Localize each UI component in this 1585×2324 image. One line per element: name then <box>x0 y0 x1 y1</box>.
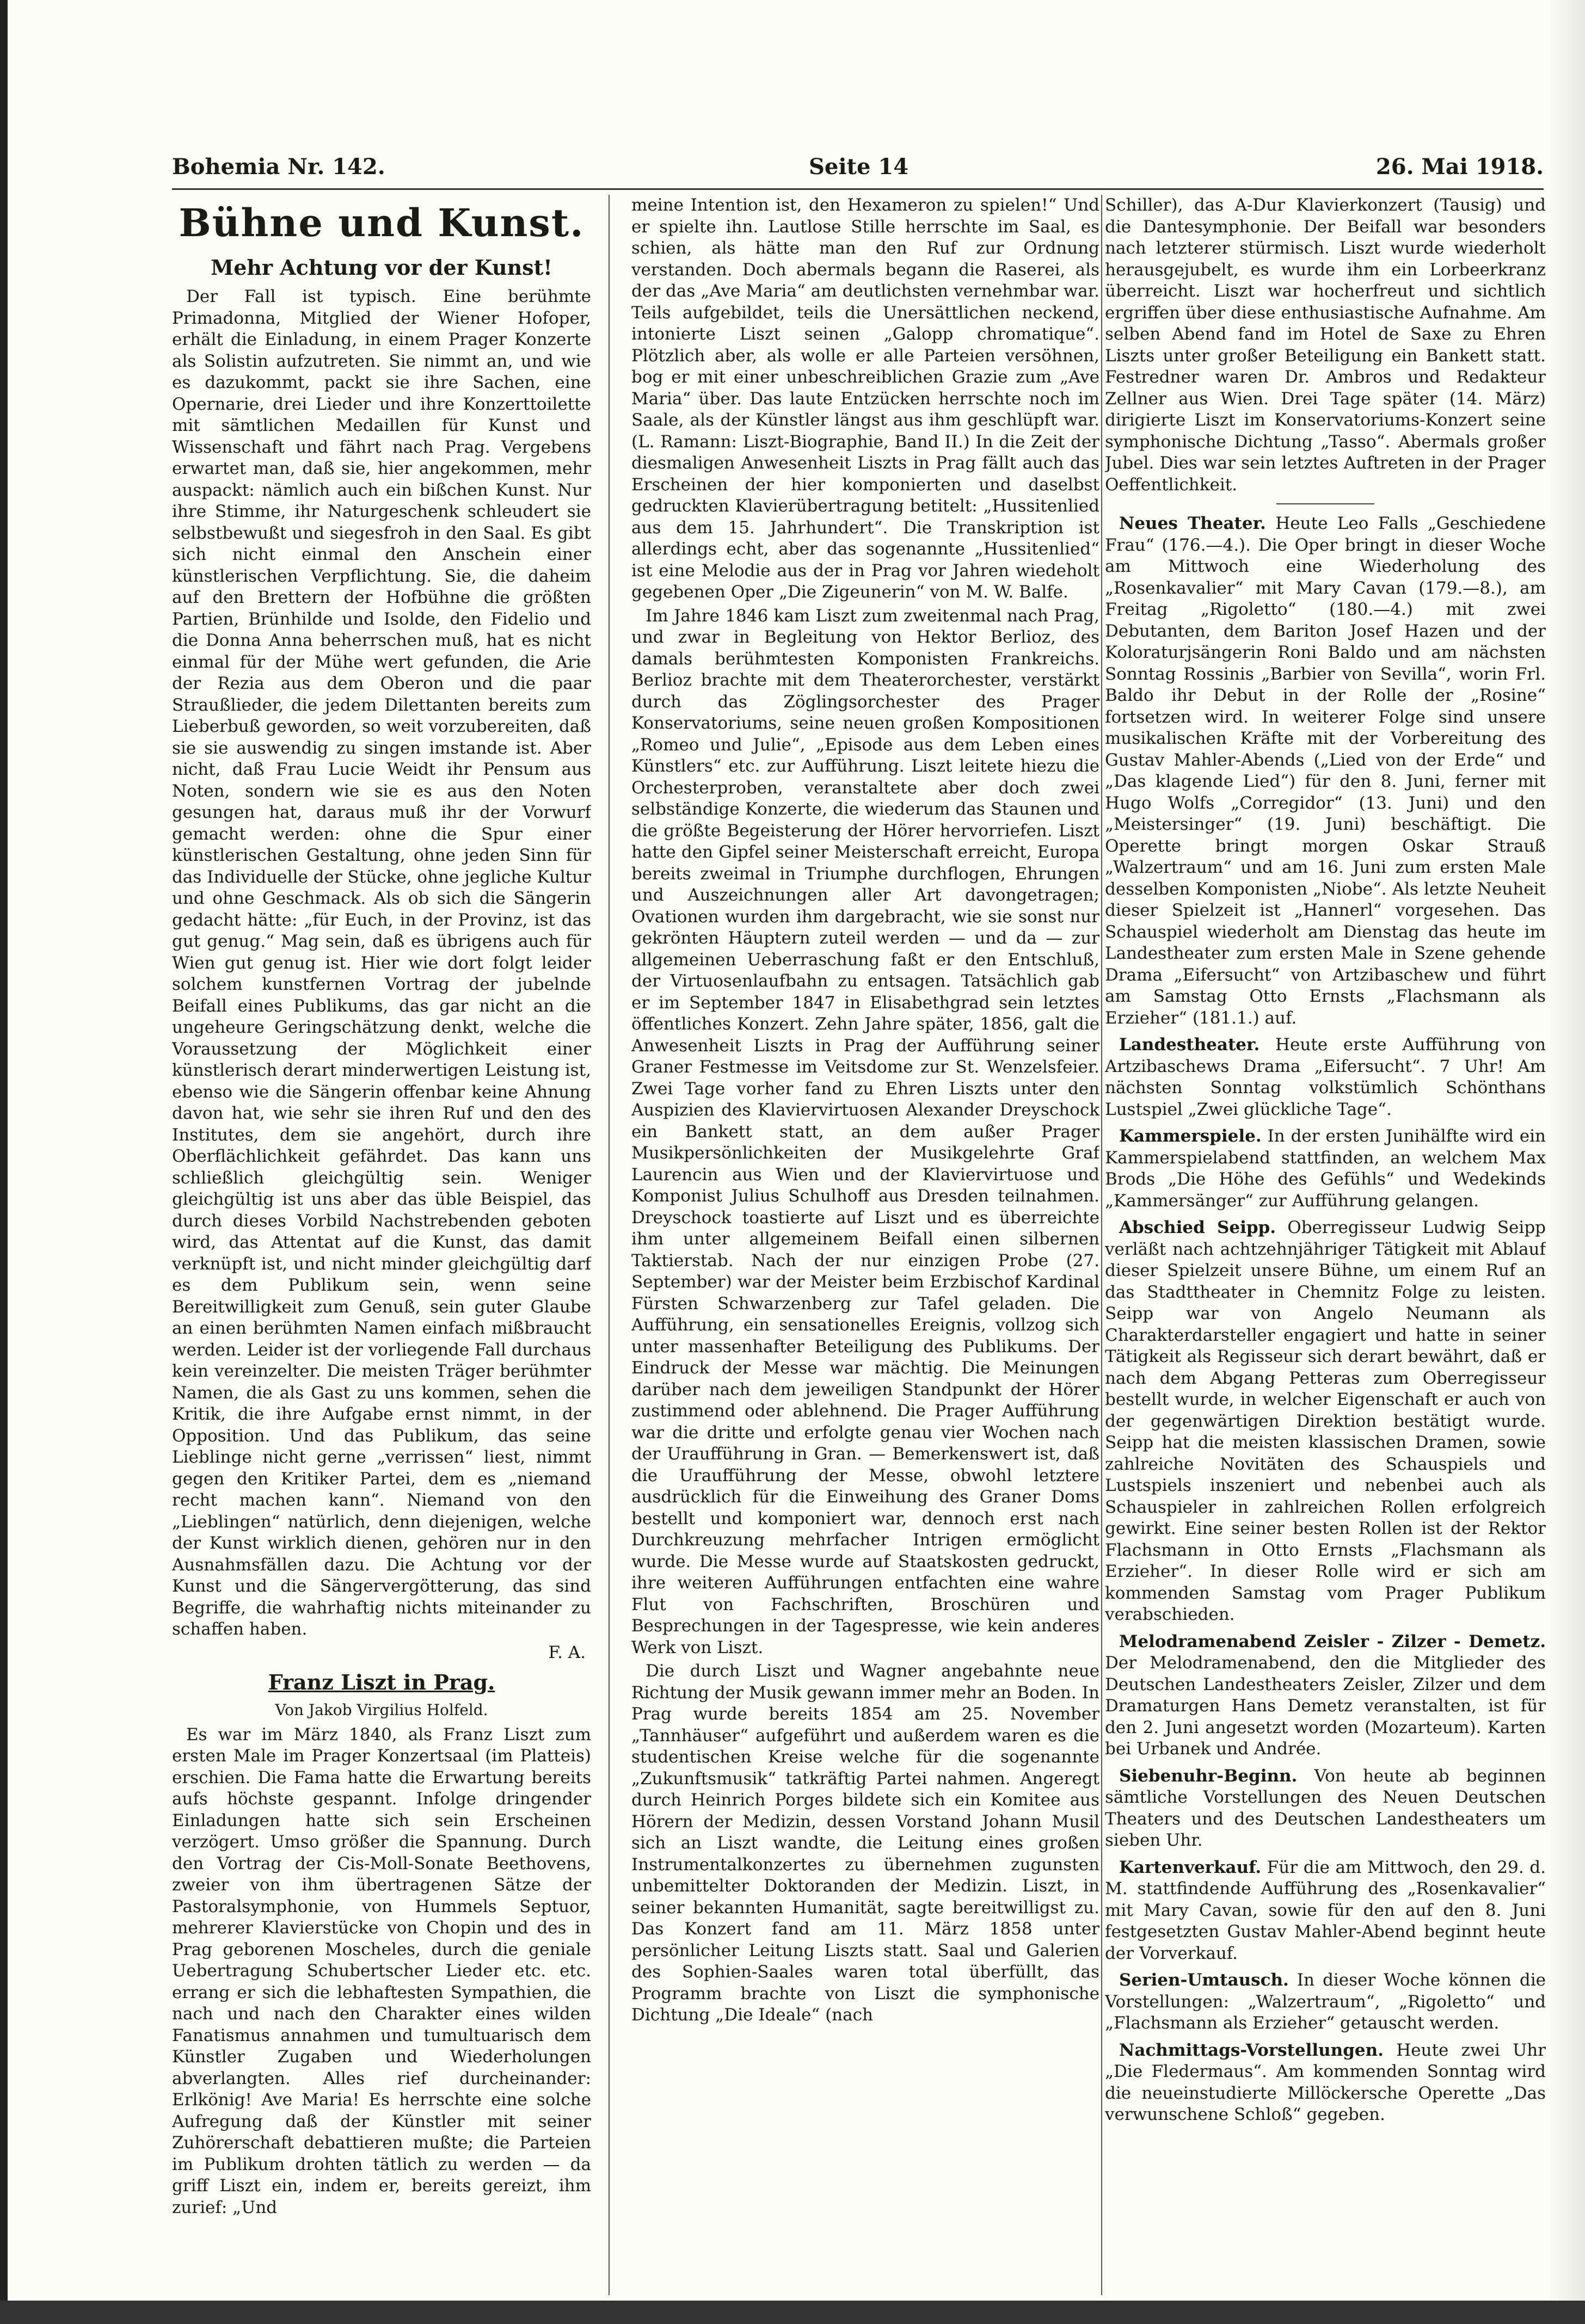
theater-notice <box>1105 1766 1546 1852</box>
notice-lead: Neues Theater. <box>1119 514 1266 533</box>
scan-edge <box>0 0 8 2324</box>
notice-text: Für die am Mittwoch, den 29. d. M. stattfindende Aufführung des „Rosenkavalier“ mit Mary Cavan, sowie für den auf den 8. Juni festgesetzten Gustav Mahler-Abend beginnt heute der Vorverkauf. <box>1105 1857 1546 1963</box>
article-paragraph: Es war im März 1840, als Franz Liszt zum ersten Male im Prager Konzertsaal (im Platteis) erschien. Die Fama hatte die Erwartung bereits aufs höchste gespannt. Infolge dringender Einladungen hatte sich sein Erscheinen verzögert. Umso größer die Spannung. Durch den Vortrag der Cis-Moll-Sonate Beethovens, zweier von ihm übertragenen Sätze der Pastoralsymphonie, von Hummels Septuor, mehrerer Klavierstücke von Chopin und des in Prag geborenen Moscheles, durch die geniale Uebertragung Schubertscher Lieder etc. etc. errang er sich die lebhaftesten Sympathien, die nach und nach den Charakter eines wilden Fanatismus annahmen und tumultuarisch dem Künstler Zugaben und Wiederholungen abverlangten. Alles rief durcheinander: Erlkönig! Ave Maria! Es herrschte eine solche Aufregung daß der Künstler mit seiner Zuhörerschaft debattieren mußte; die Parteien im Publikum drohten tätlich zu werden — da griff Liszt ein, indem er, bereits gereizt, ihm zurief: „Und <box>172 1724 591 2217</box>
notice-text: Heute erste Aufführung von Artzibaschews Drama „Eifersucht“. 7 Uhr! Am nächsten Sonntag volkstümlich Schönthans Lustspiel „Zwei glückliche Tage“. <box>1105 1035 1546 1119</box>
notice-text: Heute zwei Uhr „Die Fledermaus“. Am kommenden Sonntag wird die neueinstudierte Millöckersche Operette „Das verwunschene Schloß“ gegeben. <box>1105 2040 1546 2124</box>
theater-notice <box>1105 1857 1546 1965</box>
notice-lead: Siebenuhr-Beginn. <box>1119 1766 1298 1786</box>
scan-edge-bottom <box>0 2301 1585 2324</box>
notice-text: In dieser Woche können die Vorstellungen: „Walzertraum“, „Rigoletto“ und „Flachsmann als Erzieher“ getauscht werden. <box>1105 1970 1546 2033</box>
theater-notice <box>1105 1631 1546 1760</box>
column-2 <box>631 195 1099 2295</box>
theater-notice <box>1105 1970 1546 2035</box>
theater-notice <box>1105 1126 1546 1212</box>
article-paragraph: Schiller), das A-Dur Klavierkonzert (Tausig) und die Dantesymphonie. Der Beifall war besonders nach letzterer stürmisch. Liszt wurde wiederholt herausgejubelt, es wurde ihm ein Lorbeerkranz überreicht. Liszt war hocherfreut und sichtlich ergriffen über diese enthusiastische Aufnahme. Am selben Abend fand im Hotel de Saxe zu Ehren Liszts unter großer Beteiligung ein Bankett statt. Festredner waren Dr. Ambros und Redakteur Zellner aus Wien. Drei Tage später (14. März) dirigierte Liszt im Konservatoriums-Konzert seine symphonische Dichtung „Tasso“. Abermals großer Jubel. Dies war sein letztes Auftreten in der Prager Oeffentlichkeit. <box>1105 195 1546 495</box>
column-separator <box>1101 195 1102 2295</box>
issue-date: 26. Mai 1918. <box>1375 154 1544 180</box>
divider <box>1276 503 1374 504</box>
notice-lead: Melodramenabend Zeisler - Zilzer - Demetz. <box>1119 1631 1546 1651</box>
notice-lead: Serien-Umtausch. <box>1119 1970 1289 1990</box>
notice-lead: Nachmittags-Vorstellungen. <box>1119 2040 1384 2060</box>
theater-notice <box>1105 513 1546 1029</box>
page-header <box>172 154 1544 187</box>
notice-lead: Kammerspiele. <box>1119 1126 1262 1146</box>
article-paragraph: meine Intention ist, den Hexameron zu spielen!“ Und er spielte ihn. Lautlose Stille herrschte im Saal, es schien, als hätte man den Ruf zur Ordnung verstanden. Doch abermals begann die Raserei, als der das „Ave Maria“ am deutlichsten vernehmbar war. Teils aufgebildet, teils die Unersättlichen neckend, intonierte Liszt seinen „Galopp chromatique“. Plötzlich aber, als wolle er alle Parteien versöhnen, bog er mit einer unbeschreiblichen Grazie zum „Ave Maria“ über. Das laute Entzücken herrschte noch im Saale, als der Künstler längst aus ihm geschlüpft war. (L. Ramann: Liszt-Biographie, Band II.) In die Zeit der diesmaligen Anwesenheit Liszts in Prag fällt auch das Erscheinen der hier komponierten und daselbst gedruckten Klavierübertragung betitelt: „Hussitenlied aus dem 15. Jahrhundert“. Die Transkription ist allerdings echt, aber das sogenannte „Hussitenlied“ ist eine Melodie aus der in Prag vor Jahren wiedeholt gegebenen Oper „Die Zigeunerin“ von M. W. Balfe. <box>631 195 1099 602</box>
notice-text: Oberregisseur Ludwig Seipp verläßt nach achtzehnjähriger Tätigkeit mit Ablauf dieser Spielzeit unsere Bühne, um einem Ruf an das Stadttheater in Chemnitz Folge zu leisten. Seipp war von Angelo Neumann als Charakterdarsteller engagiert und hatte in seiner Tätigkeit als Regisseur sich derart bewährt, daß er nach dem Abgang Petteras zum Oberregisseur bestellt wurde, in welcher Eigenschaft er auch von der gegenwärtigen Direktion bestätigt wurde. Seipp hat die meisten klassischen Dramen, sowie zahlreiche Novitäten des Schauspiels und Lustspiels inszeniert und nebenbei auch als Schauspieler in zahlreichen Rollen erfolgreich gewirkt. Eine seiner besten Rollen ist der Rektor Flachsmann in Otto Ernsts „Flachsmann als Erzieher“. In dieser Rolle wird er sich am kommenden Samstag vom Prager Publikum verabschieden. <box>1105 1218 1546 1624</box>
notice-lead: Kartenverkauf. <box>1119 1857 1262 1877</box>
article-byline: Von Jakob Virgilius Holfeld. <box>275 1700 488 1719</box>
section-title: Bühne und Kunst. <box>179 200 585 245</box>
header-rule <box>172 188 1544 190</box>
article-paragraph: Der Fall ist typisch. Eine berühmte Primadonna, Mitglied der Wiener Hofoper, erhält die Einladung, in einem Prager Konzerte als Solistin aufzutreten. Sie nimmt an, und wie es dazukommt, packt sie ihre Sachen, eine Opernarie, drei Lieder und ihre Konzerttoilette mit sämtlichen Medaillen für Kunst und Wissenschaft und fährt nach Prag. Vergebens erwartet man, daß sie, hier angekommen, mehr auspackt: nämlich auch ein bißchen Kunst. Nur ihre Stimme, ihr Naturgeschenk schleudert sie selbstbewußt und siegesfroh in den Saal. Es gibt sich nicht einmal den Anschein einer künstlerischen Verpflichtung. Sie, die daheim auf den Brettern der Hofbühne die größten Partien, Brünhilde und Isolde, den Fidelio und die Donna Anna beherrschen muß, hat es nicht einmal für der Mühe wert gefunden, die Arie der Rezia aus dem Oberon und die paar Straußlieder, die jedem Dilettanten bereits zum Lieberbuß geworden, so weit vorzubereiten, daß sie sie auswendig zu singen imstande ist. Aber nicht, daß Frau Lucie Weidt ihr Pensum aus Noten, sondern wie sie es aus den Noten gesungen hat, daraus muß ihr der Vorwurf gemacht werden: ohne die Spur einer künstlerischen Gestaltung, ohne jeden Sinn für das Individuelle der Stücke, ohne jegliche Kultur und ohne Geschmack. Als ob sich die Sängerin gedacht hätte: „für Euch, in der Provinz, ist das gut genug.“ Mag sein, daß es übrigens auch für Wien gut genug ist. Hier wie dort folgt leider solchem kunstfernen Vortrag der jubelnde Beifall eines Publikums, das gar nicht an die ungeheure Geringschätzung denkt, welche die Voraussetzung der Möglichkeit einer künstlerisch derart minderwertigen Leistung ist, ebenso wie die Sängerin offenbar keine Ahnung davon hat, wie sehr sie ihren Ruf und den des Institutes, dem sie angehört, durch ihre Oberflächlichkeit gefährdet. Das kann uns schließlich gleichgültig sein. Weniger gleichgültig ist uns aber das üble Beispiel, das durch dieses Vorbild Nachstrebenden geboten wird, das Attentat auf die Kunst, das damit verknüpft ist, und nicht minder gleichgültig darf es dem Publikum sein, wenn seine Bereitwilligkeit zum Genuß, sein guter Glaube an einen berühmten Namen einfach mißbraucht werden. Leider ist der vorliegende Fall durchaus kein vereinzelter. Die meisten Träger berühmter Namen, die als Gast zu uns kommen, sehen die Kritik, die ihre Aufgabe ernst nimmt, in der Opposition. Und das Publikum, das seine Lieblinge nicht gerne „verrissen“ liest, nimmt gegen den Kritiker Partei, dem es „niemand recht machen kann“. Niemand von den „Lieblingen“ natürlich, denn diejenigen, welche der Kunst wirklich dienen, gehören nur in den Ausnahmsfällen dazu. Die Achtung vor der Kunst und die Sängervergötterung, das sind Begriffe, die wahrhaftig nichts miteinander zu schaffen haben. <box>172 287 591 1639</box>
notice-text: Der Melodramenabend, den die Mitglieder des Deutschen Landestheaters Zeisler, Zilzer und dem Dramaturgen Hans Demetz veranstalten, ist für den 2. Juni angesetzt worden (Mozarteum). Karten bei Urbanek und Andrée. <box>1105 1653 1546 1759</box>
article-signature: F. A. <box>548 1642 586 1662</box>
notice-lead: Abschied Seipp. <box>1119 1218 1276 1237</box>
masthead-issue: Bohemia Nr. 142. <box>172 154 385 180</box>
article-title: Franz Liszt in Prag. <box>268 1669 495 1694</box>
notice-text: In der ersten Junihälfte wird ein Kammerspielabend stattfinden, an welchem Max Brods „Die Höhe des Gefühls“ und Wedekinds „Kammersänger“ zur Aufführung gelangen. <box>1105 1126 1546 1211</box>
column-3 <box>1105 195 1546 2295</box>
article-title: Mehr Achtung vor der Kunst! <box>211 255 552 280</box>
article-paragraph: Die durch Liszt und Wagner angebahnte neue Richtung der Musik gewann immer mehr an Boden. In Prag wurde bereits 1854 am 25. November „Tannhäuser“ aufgeführt und außerdem waren es die studentischen Kreise welche für die sogenannte „Zukunftsmusik“ tatkräftig Partei nahmen. Angeregt durch Heinrich Porges bildete sich ein Komitee aus Hörern der Medizin, dessen Vorstand Johann Musil sich an Liszt wandte, die Leitung eines großen Instrumentalkonzertes zu übernehmen zugunsten unbemittelter Doktoranden der Medizin. Liszt, in seiner bekannten Humanität, sagte bereitwilligst zu. Das Konzert fand am 11. März 1858 unter persönlicher Leitung Liszts statt. Saal und Galerien des Sophien-Saales waren total überfüllt, das Programm brachte von Liszt die symphonische Dichtung „Die Ideale“ (nach <box>631 1661 1099 2025</box>
column-separator <box>609 195 610 2295</box>
column-1 <box>172 195 591 2295</box>
theater-notice <box>1105 2040 1546 2126</box>
notice-lead: Landestheater. <box>1119 1035 1260 1055</box>
theater-notice <box>1105 1034 1546 1120</box>
notice-text: Von heute ab beginnen sämtliche Vorstellungen des Neuen Deutschen Theaters und des Deutschen Landestheaters um sieben Uhr. <box>1105 1766 1546 1850</box>
notice-text: Heute Leo Falls „Geschiedene Frau“ (176.—4.). Die Oper bringt in dieser Woche am Mittwoch eine Wiederholung des „Rosenkavalier“ mit Mary Cavan (179.—8.), am Freitag „Rigoletto“ (180.—4.) mit zwei Debutanten, dem Bariton Josef Hazen und der Koloraturjsängerin Roni Baldo und am nächsten Sonntag Rossinis „Barbier von Sevilla“, worin Frl. Baldo ihr Debut in der Rolle der „Rosine“ fortsetzen wird. In weiterer Folge sind unsere musikalischen Kräfte mit der Vorbereitung des Gustav Mahler-Abends („Lied von der Erde“ und „Das klagende Lied“) für den 8. Juni, ferner mit Hugo Wolfs „Corregidor“ (13. Juni) und den „Meistersinger“ (19. Juni) beschäftigt. Die Operette bringt morgen Oskar Strauß „Walzertraum“ und am 16. Juni zum ersten Male desselben Komponisten „Niobe“. Als letzte Neuheit dieser Spielzeit ist „Hannerl“ vorgesehen. Das Schauspiel wiederholt am Dienstag das heute im Landestheater zum ersten Male in Szene gehende Drama „Eifersucht“ von Artzibaschew und führt am Samstag Otto Ernsts „Flachsmann als Erzieher“ (181.1.) auf. <box>1105 514 1546 1028</box>
page-number: Seite 14 <box>809 154 909 180</box>
theater-notice <box>1105 1217 1546 1626</box>
scan-edge-shadow <box>1547 0 1585 2324</box>
article-paragraph: Im Jahre 1846 kam Liszt zum zweitenmal nach Prag, und zwar in Begleitung von Hektor Berlioz, des damals berühmtesten Komponisten Frankreichs. Berlioz brachte mit dem Theaterorchester, verstärkt durch das Zöglingsorchester des Prager Konservatoriums, seine neuen großen Kompositionen „Romeo und Julie“, „Episode aus dem Leben eines Künstlers“ etc. zur Aufführung. Liszt leitete hiezu die Orchesterproben, veranstaltete aber doch zwei selbständige Konzerte, die wiederum das Staunen und die größte Begeisterung der Hörer hervorriefen. Liszt hatte den Gipfel seiner Meisterschaft erreicht, Europa bereits zweimal in Triumphe durchflogen, Ehrungen und Auszeichnungen aller Art davongetragen; Ovationen wurden ihm dargebracht, wie sie sonst nur gekrönten Häuptern zuteil werden — und da — zur allgemeinen Ueberraschung faßt er den Entschluß, der Virtuosenlaufbahn zu entsagen. Tatsächlich gab er im September 1847 in Elisabethgrad sein letztes öffentliches Konzert. Zehn Jahre später, 1856, galt die Anwesenheit Liszts in Prag der Aufführung seiner Graner Festmesse im Veitsdome zur St. Wenzelsfeier. Zwei Tage vorher fand zu Ehren Liszts unter den Auspizien des Klaviervirtuosen Alexander Dreyschock ein Bankett statt, an dem außer Prager Musikpersönlichkeiten der Musikgelehrte Graf Laurencin aus Wien und der Klaviervirtuose und Komponist Julius Schulhoff aus Dresden teilnahmen. Dreyschock toastierte auf Liszt und es überreichte ihm unter allgemeinem Beifall einen silbernen Taktierstab. Nach der nur einzigen Probe (27. September) war der Meister beim Erzbischof Kardinal Fürsten Schwarzenberg zur Tafel geladen. Die Aufführung, ein sensationelles Ereignis, vollzog sich unter massenhafter Beteiligung des Publikums. Der Eindruck der Messe war mächtig. Die Meinungen darüber nach dem jeweiligen Standpunkt der Hörer zustimmend oder ablehnend. Die Prager Aufführung war die dritte und erfolgte genau vier Wochen nach der Uraufführung in Gran. — Bemerkenswert ist, daß die Uraufführung der Messe, obwohl letztere ausdrücklich für die Einweihung des Graner Doms bestellt und komponiert war, dennoch erst nach Durchkreuzung mehrfacher Intrigen ermöglicht wurde. Die Messe wurde auf Staatskosten gedruckt, ihre weiteren Aufführungen entfachten eine wahre Flut von Fachschriften, Broschüren und Besprechungen in der Tagespresse, wie kein anderes Werk von Liszt. <box>631 606 1099 1657</box>
